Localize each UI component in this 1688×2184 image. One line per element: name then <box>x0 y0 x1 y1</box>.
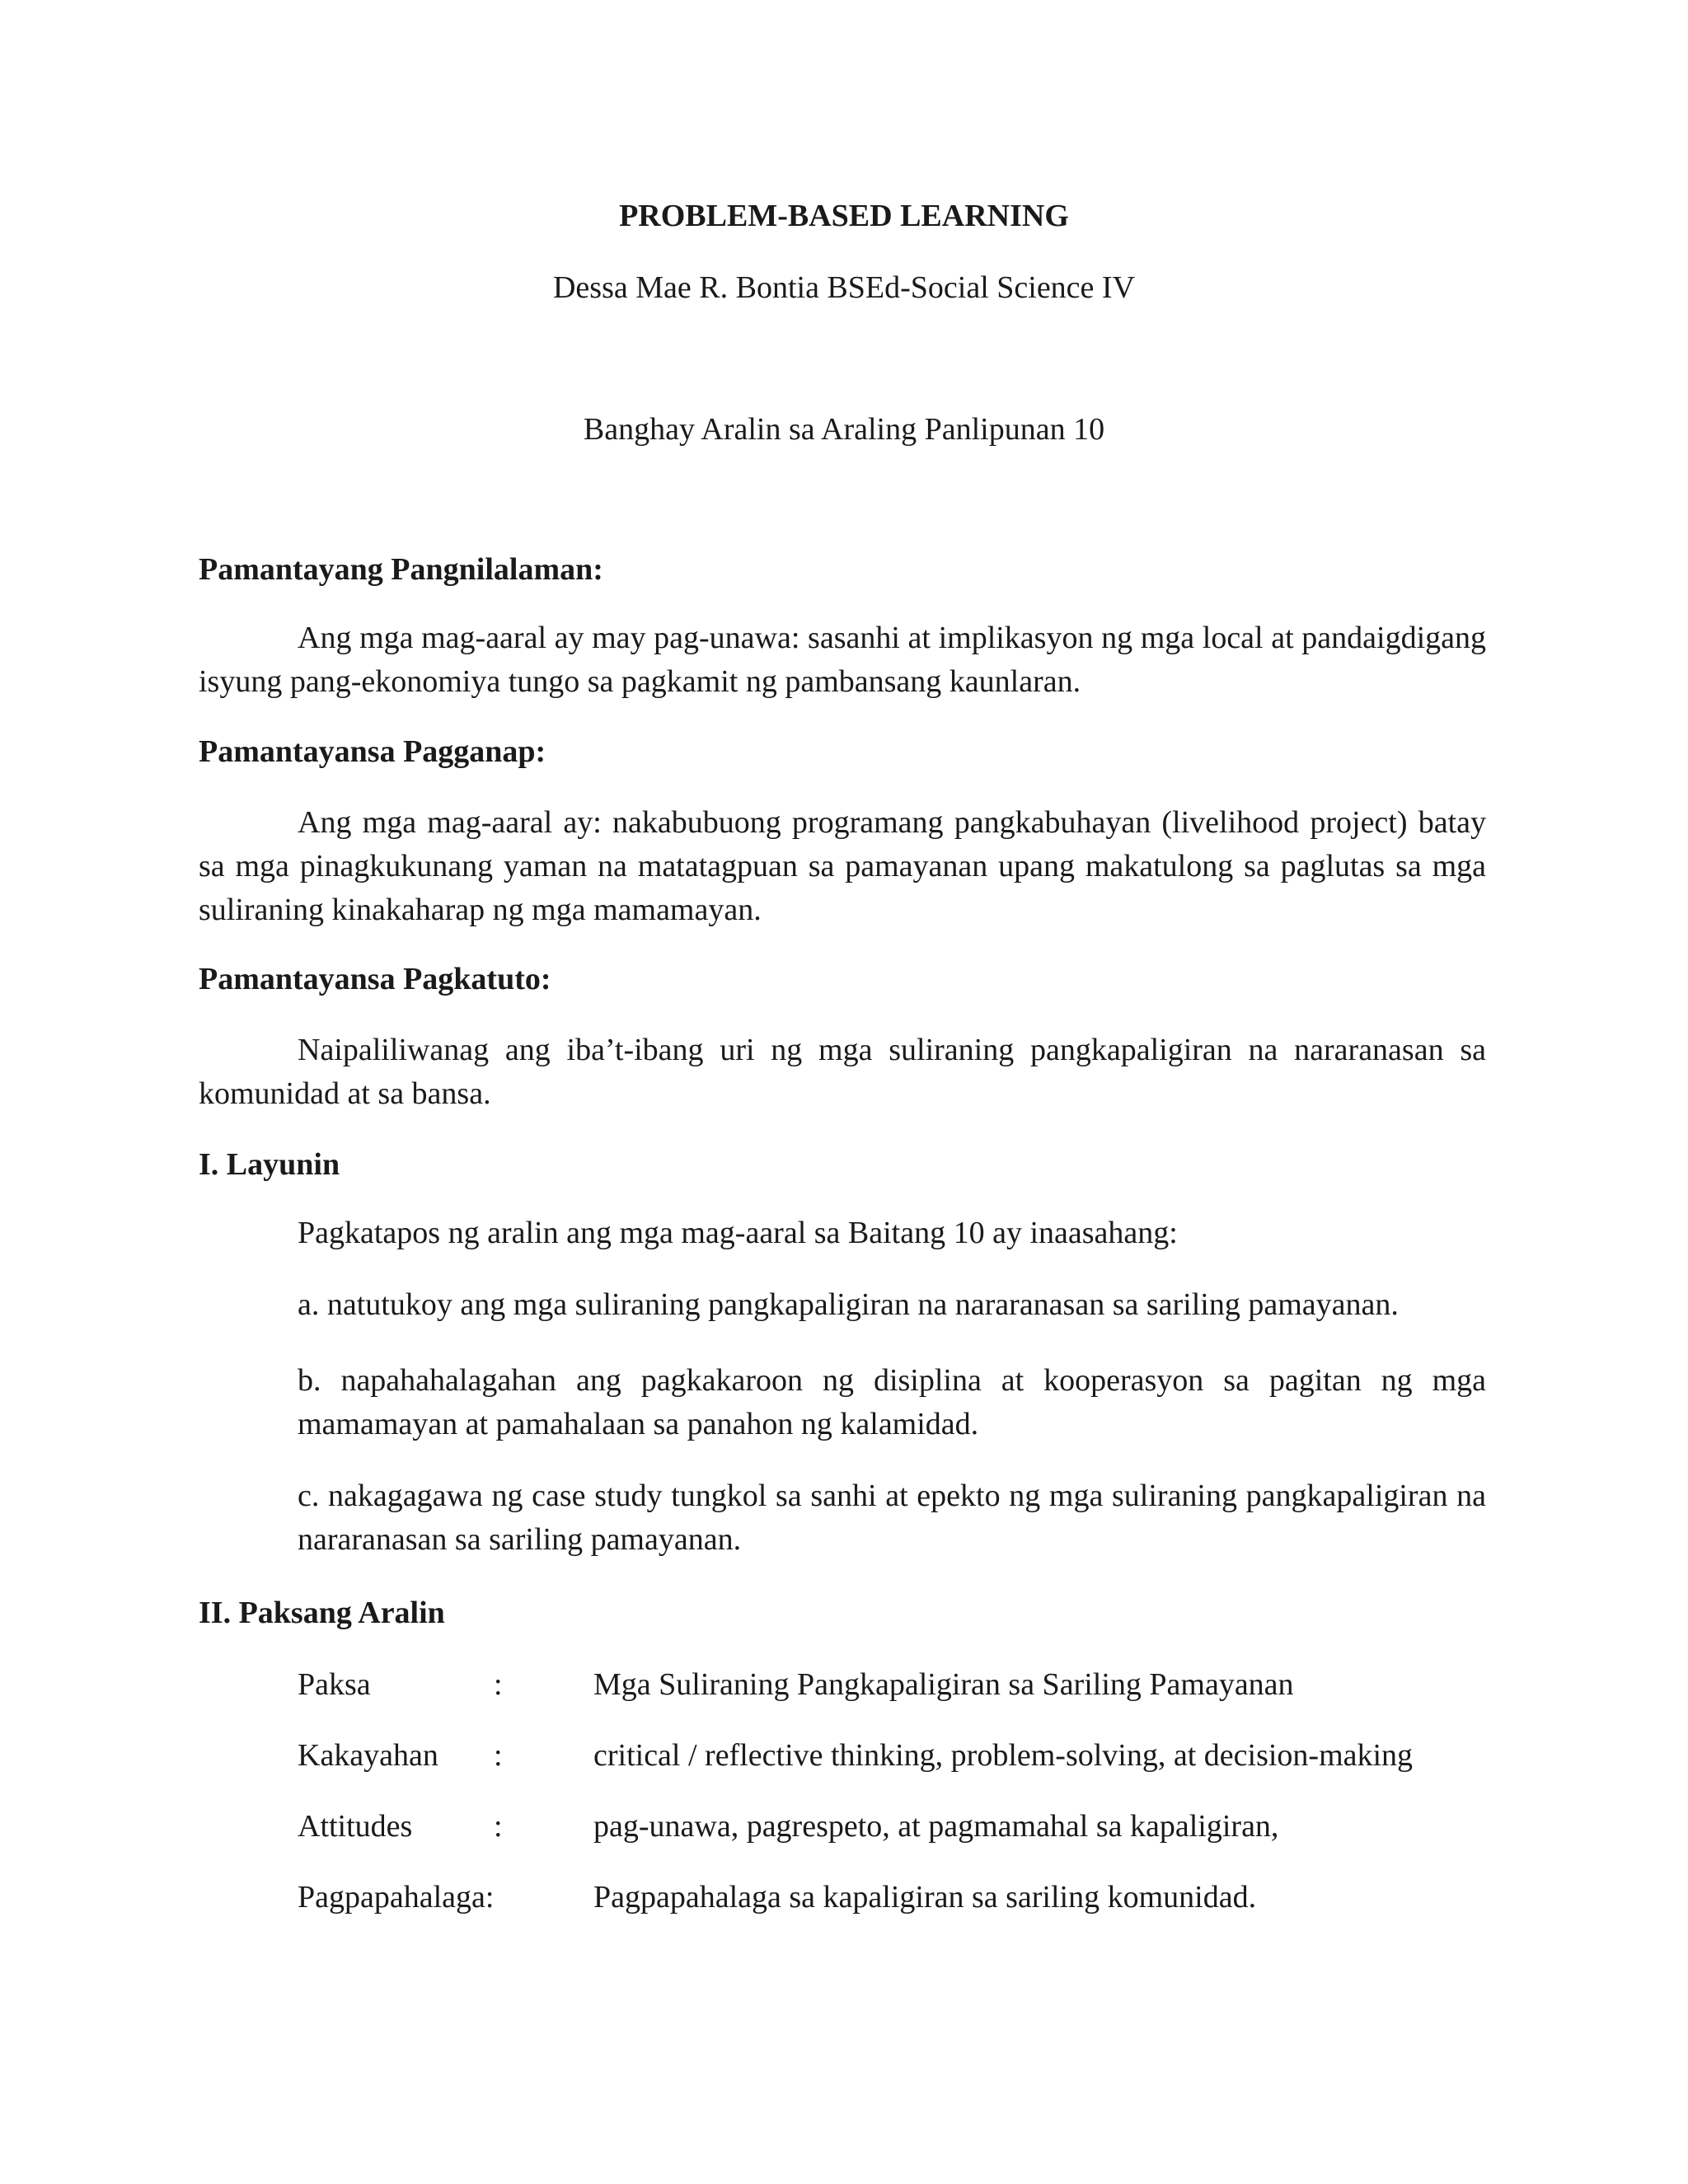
lesson-plan-subtitle: Banghay Aralin sa Araling Panlipunan 10 <box>583 412 1105 447</box>
author-line: Dessa Mae R. Bontia BSEd-Social Science IV <box>552 270 1136 305</box>
performance-standard-heading: Pamantayansa Pagganap: <box>199 734 546 769</box>
objective-item-a: a. natutukoy ang mga suliraning pangkapaligiran na nararanasan sa sariling pamayanan. <box>298 1287 1399 1322</box>
row-label: Paksa <box>298 1667 371 1702</box>
objectives-heading: I. Layunin <box>199 1147 340 1182</box>
learning-standard-text: Naipaliliwanag ang iba’t-ibang uri ng mga suliraning pangkapaligiran na nararanasan sa komunidad at sa bansa. <box>199 1033 1486 1111</box>
objective-item-b: b. napahahalagahan ang pagkakaroon ng disiplina at kooperasyon sa pagitan ng mga mamamayan at pamahalaan sa panahon ng kalamidad. <box>298 1363 1486 1441</box>
objective-item-c: c. nakagagawa ng case study tungkol sa sanhi at epekto ng mga suliraning pangkapaligiran na nararanasan sa sariling pamayanan. <box>298 1479 1486 1557</box>
content-standard-text: Ang mga mag-aaral ay may pag-unawa: sasanhi at implikasyon ng mga local at pandaigdigang isyung pang-ekonomiya tungo sa pagkamit ng pambansang kaunlaran. <box>199 621 1486 699</box>
row-label: Pagpapahalaga: <box>298 1880 495 1915</box>
learning-standard-heading: Pamantayansa Pagkatuto: <box>199 962 551 996</box>
content-standard-heading: Pamantayang Pangnilalaman: <box>199 552 603 587</box>
row-colon: : <box>494 1667 503 1702</box>
row-value: pag-unawa, pagrespeto, at pagmamahal sa kapaligiran, <box>593 1809 1279 1844</box>
objectives-intro: Pagkatapos ng aralin ang mga mag-aaral sa Baitang 10 ay inaasahang: <box>298 1216 1178 1250</box>
subject-matter-heading: II. Paksang Aralin <box>199 1596 445 1630</box>
document-title: PROBLEM-BASED LEARNING <box>619 199 1069 233</box>
performance-standard-text: Ang mga mag-aaral ay: nakabubuong programang pangkabuhayan (livelihood project) batay sa mga pinagkukunang yaman na matatagpuan sa pamayanan upang makatulong sa paglutas sa mga suliraning kinakaharap ng mga mamamayan. <box>199 805 1486 927</box>
row-value: Mga Suliraning Pangkapaligiran sa Sariling Pamayanan <box>593 1667 1294 1702</box>
row-value: Pagpapahalaga sa kapaligiran sa sariling komunidad. <box>593 1880 1257 1915</box>
row-colon: : <box>494 1809 503 1844</box>
row-label: Attitudes <box>298 1809 413 1844</box>
row-value: critical / reflective thinking, problem-solving, at decision-making <box>593 1738 1414 1773</box>
row-label: Kakayahan <box>298 1738 438 1773</box>
row-colon: : <box>494 1738 503 1773</box>
